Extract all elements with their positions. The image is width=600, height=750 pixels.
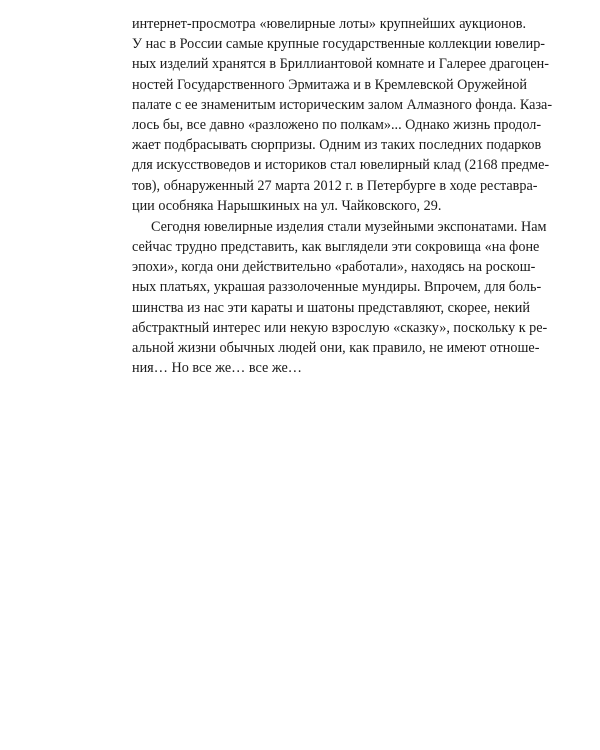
text-line: интернет-просмотра «ювелирные лоты» крупнейших аукционов.	[132, 16, 526, 32]
paragraph-2	[132, 217, 548, 379]
text-line: для искусствоведов и историков стал ювелирный клад (2168 предме-	[132, 157, 550, 174]
text-line: абстрактный интерес или некую взрослую «сказку», поскольку к ре-	[132, 319, 548, 336]
text-line: Сегодня ювелирные изделия стали музейными экспонатами. Нам	[151, 218, 547, 235]
text-line: альной жизни обычных людей они, как правило, не имеют отноше-	[132, 340, 540, 356]
text-line: ции особняка Нарышкиных на ул. Чайковского, 29.	[132, 197, 442, 214]
text-line: жает подбрасывать сюрпризы. Одним из таких последних подарков	[132, 137, 542, 154]
body-text	[132, 14, 553, 378]
text-line: лось бы, все давно «разложено по полкам»... Однако жизнь продол-	[132, 116, 542, 133]
text-line: ния… Но все же… все же…	[132, 360, 302, 377]
text-line: шинства из нас эти караты и шатоны представляют, скорее, некий	[132, 299, 530, 316]
text-line: сейчас трудно представить, как выглядели эти сокровища «на фоне	[132, 239, 540, 256]
text-line: У нас в России самые крупные государственные коллекции ювелир-	[132, 36, 546, 53]
text-line: ностей Государственного Эрмитажа и в Кремлевской Оружейной	[132, 76, 527, 93]
text-line: эпохи», когда они действительно «работали», находясь на роскош-	[132, 259, 536, 276]
text-line: тов), обнаруженный 27 марта 2012 г. в Петербурге в ходе реставра-	[132, 177, 538, 194]
text-line: ных изделий хранятся в Бриллиантовой комнате и Галерее драгоцен-	[132, 56, 549, 73]
paragraph-1	[132, 14, 553, 216]
text-line: палате с ее знаменитым историческим залом Алмазного фонда. Каза-	[132, 96, 553, 113]
text-line: ных платьях, украшая раззолоченные мундиры. Впрочем, для боль-	[132, 279, 542, 296]
